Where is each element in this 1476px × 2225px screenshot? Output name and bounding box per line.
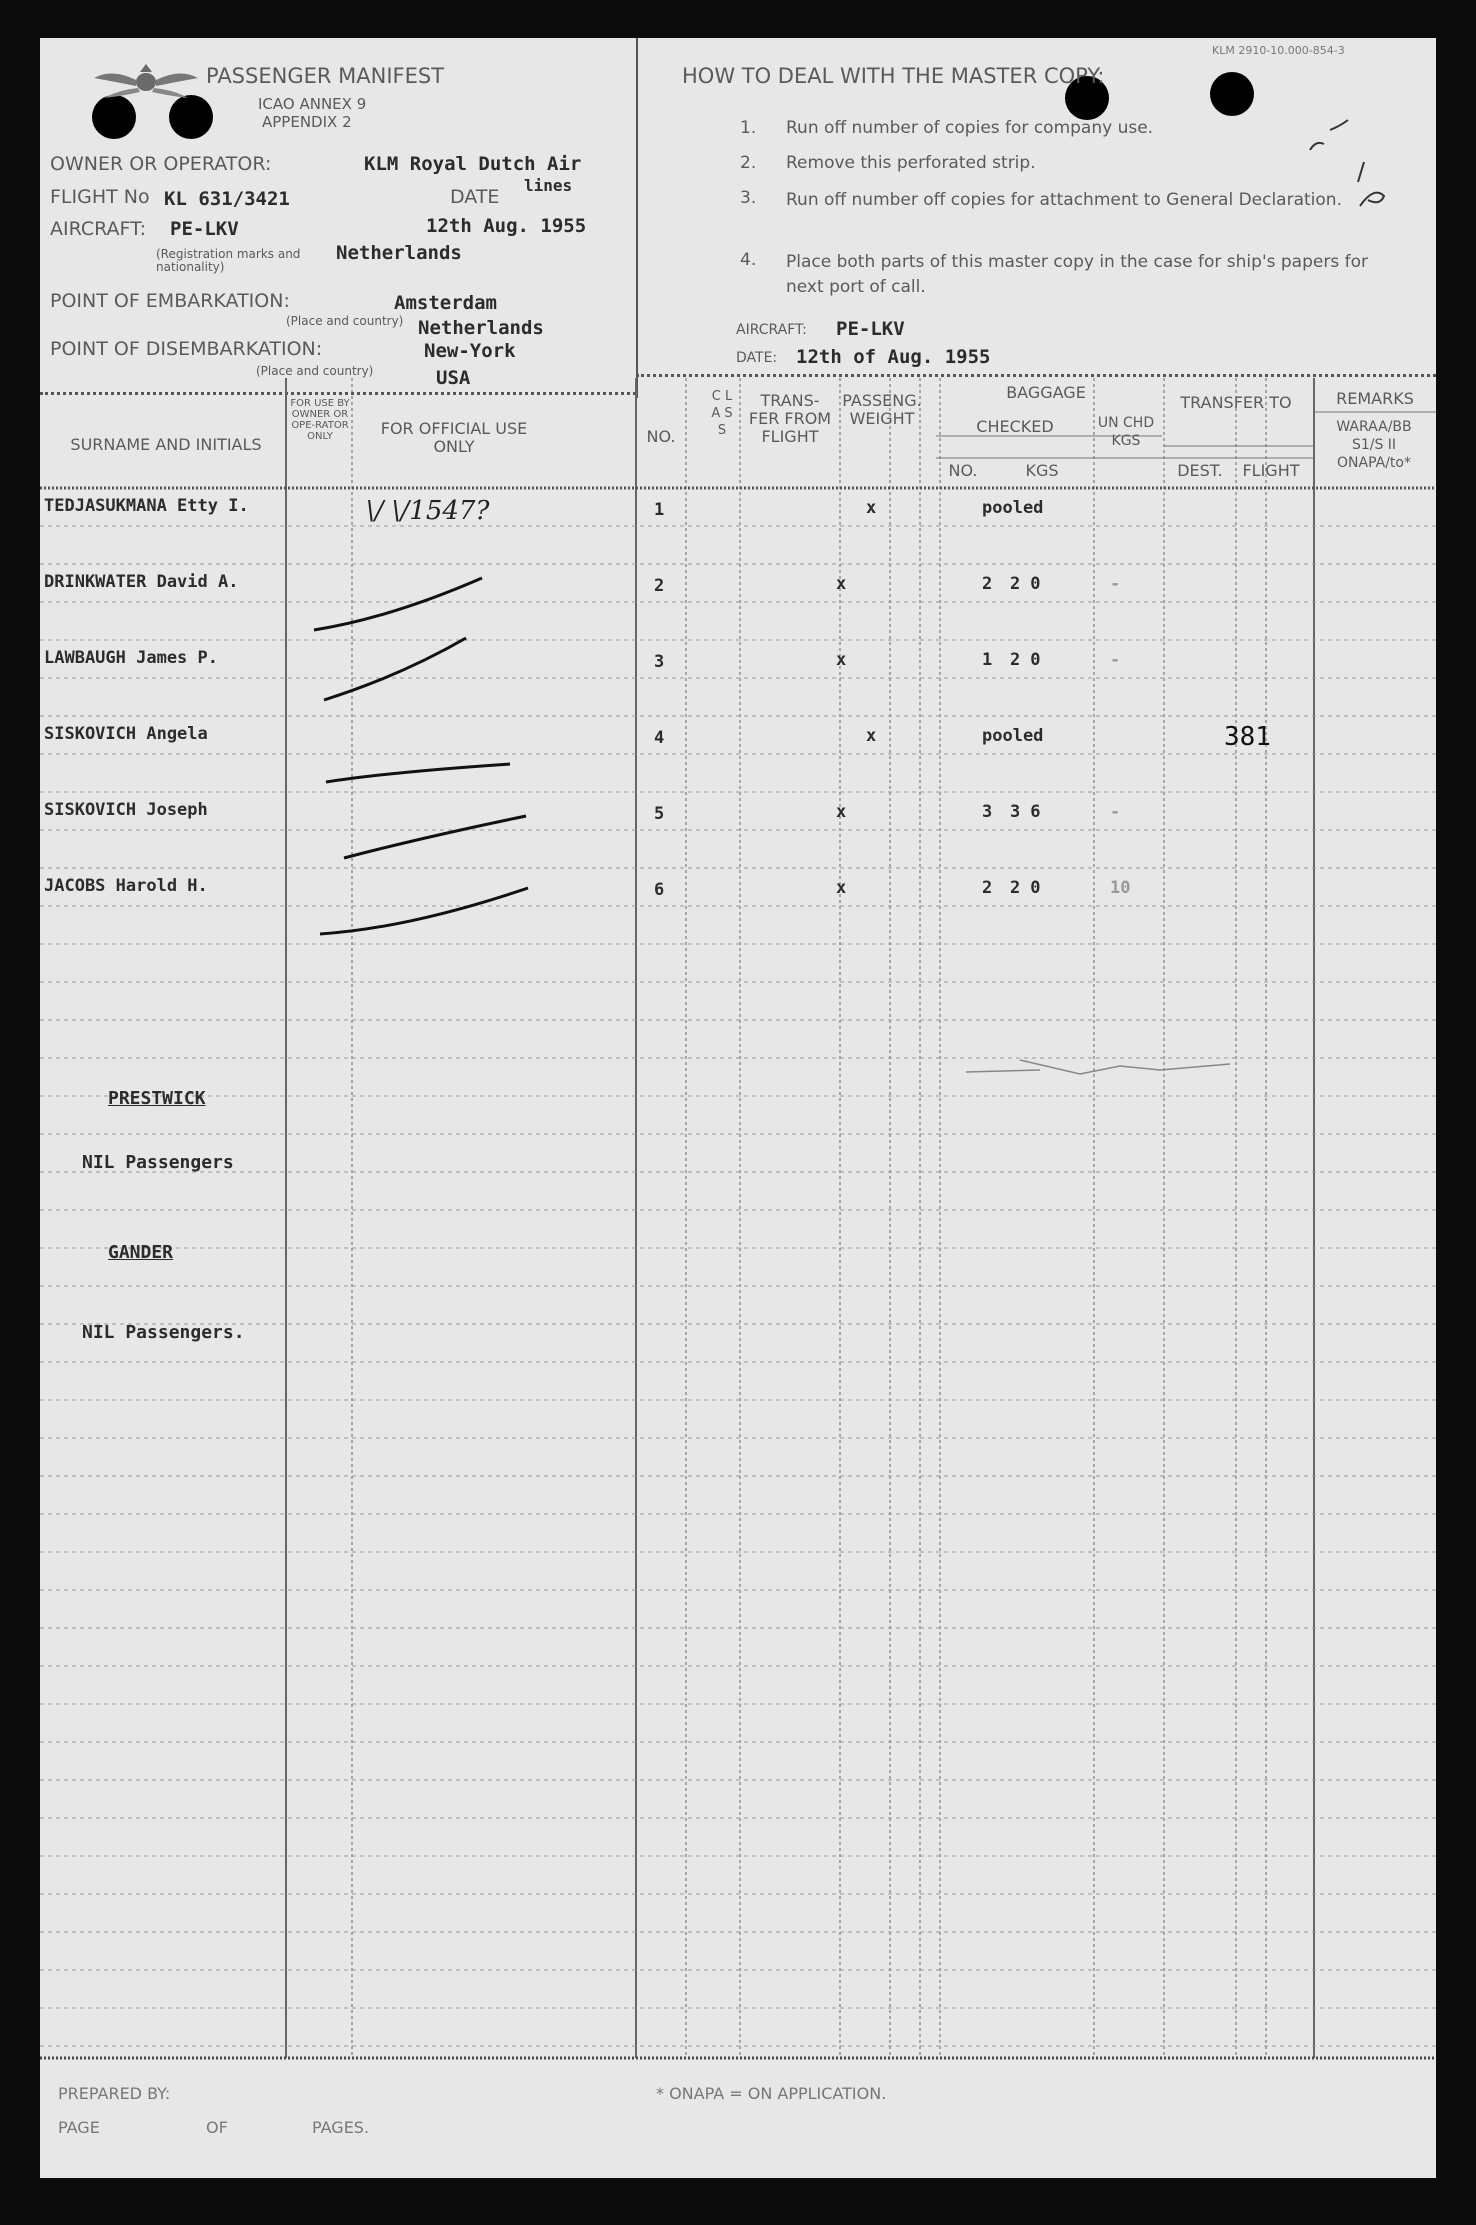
pencil-scribble [960, 1048, 1240, 1088]
owner-label: OWNER OR OPERATOR: [50, 153, 272, 175]
col-class-header: C L A S S [711, 389, 733, 438]
nationality-value: Netherlands [336, 242, 462, 264]
aircraft-value: PE-LKV [170, 218, 239, 240]
instructions-title: HOW TO DEAL WITH THE MASTER COPY: [682, 64, 1105, 88]
unchecked-kgs: - [1110, 650, 1121, 670]
bag-kgs: pooled [982, 726, 1044, 746]
manifest-title: PASSENGER MANIFEST [206, 64, 445, 88]
col-remarks-sub-header: WARAA/BB S1/S II ONAPA/to* [1336, 419, 1412, 471]
passenger-name: JACOBS Harold H. [44, 876, 208, 896]
handwritten-official-note: \/ \/1547? [366, 496, 490, 526]
prepared-by-label: PREPARED BY: [58, 2084, 171, 2103]
bag-no: 3 [982, 802, 993, 822]
instr-aircraft-label: AIRCRAFT: [736, 322, 807, 338]
weight-mark: x [836, 802, 847, 822]
bag-no: 2 [982, 574, 993, 594]
instr-aircraft-value: PE-LKV [836, 318, 905, 340]
embark-value: Amsterdam [394, 292, 497, 314]
flight-label: FLIGHT No [50, 186, 150, 208]
col-checked-header: CHECKED [976, 417, 1054, 436]
weight-mark: x [836, 574, 847, 594]
aircraft-label: AIRCRAFT: [50, 218, 147, 240]
instruction-num: 1. [740, 118, 757, 138]
bag-no: 2 [982, 878, 993, 898]
instruction-num: 2. [740, 153, 757, 173]
instruction-text: Run off number off copies for attachment to General Declaration. [786, 190, 1342, 210]
passenger-no: 4 [654, 728, 665, 748]
disembark-note: (Place and country) [256, 364, 374, 378]
bag-kgs: pooled [982, 498, 1044, 518]
col-owner-use-header: FOR USE BY OWNER OR OPE-RATOR ONLY [290, 398, 350, 442]
form-code: KLM 2910-10.000-854-3 [1212, 44, 1345, 57]
col-flight-header: FLIGHT [1242, 461, 1300, 480]
date-value: 12th Aug. 1955 [426, 215, 587, 237]
col-weight-header: PASSENG. WEIGHT [842, 391, 922, 428]
bag-kgs: 20 [1010, 650, 1051, 670]
passenger-name: DRINKWATER David A. [44, 572, 239, 592]
passenger-name: SISKOVICH Joseph [44, 800, 208, 820]
bag-kgs: 20 [1010, 878, 1051, 898]
passenger-no: 6 [654, 880, 665, 900]
col-surname-header: SURNAME AND INITIALS [70, 435, 262, 454]
stop-text-gander: NIL Passengers. [82, 1322, 245, 1343]
instruction-num: 4. [740, 250, 757, 270]
weight-mark: x [836, 878, 847, 898]
of-label: OF [206, 2118, 228, 2137]
weight-mark: x [836, 650, 847, 670]
date-label: DATE [450, 186, 500, 208]
col-bag-no-header: NO. [948, 461, 978, 480]
unchecked-kgs: 10 [1110, 878, 1131, 898]
stop-heading-prestwick: PRESTWICK [108, 1088, 206, 1109]
instr-date-label: DATE: [736, 350, 778, 366]
passenger-no: 2 [654, 576, 665, 596]
annex-label: ICAO ANNEX 9 [258, 95, 367, 113]
col-official-header: FOR OFFICIAL USE ONLY [380, 419, 528, 456]
bag-no: 1 [982, 650, 993, 670]
col-kgs-header: KGS [1025, 461, 1059, 480]
transfer-flight: 381 [1224, 722, 1271, 752]
col-transfer-to-header: TRANSFER TO [1180, 393, 1292, 412]
stop-text-prestwick: NIL Passengers [82, 1152, 234, 1173]
weight-mark: x [866, 726, 877, 746]
col-remarks-header: REMARKS [1336, 389, 1414, 408]
instruction-text: Run off number of copies for company use. [786, 118, 1154, 138]
table-grid [40, 38, 1436, 2178]
disembark-value: New-York [424, 340, 516, 362]
weight-mark: x [866, 498, 877, 518]
manifest-sheet [40, 38, 1436, 2178]
unchecked-kgs: - [1110, 574, 1121, 594]
passenger-name: LAWBAUGH James P. [44, 648, 218, 668]
onapa-note: * ONAPA = ON APPLICATION. [656, 2084, 887, 2103]
official-signature-strokes [310, 558, 550, 958]
embark-note: (Place and country) [286, 314, 404, 328]
col-unchd-header: UN CHD KGS [1097, 415, 1155, 449]
flight-value: KL 631/3421 [164, 188, 290, 210]
instruction-text: Remove this perforated strip. [786, 153, 1036, 173]
disembark-country: USA [436, 367, 471, 389]
page-label: PAGE [58, 2118, 100, 2137]
bag-kgs: 20 [1010, 574, 1051, 594]
embark-label: POINT OF EMBARKATION: [50, 290, 290, 312]
appendix-label: APPENDIX 2 [262, 113, 352, 131]
registration-note: (Registration marks and nationality) [156, 247, 301, 274]
passenger-no: 5 [654, 804, 665, 824]
passenger-no: 1 [654, 500, 665, 520]
instruction-text: Place both parts of this master copy in the case for ship's papers for next port of call. [786, 252, 1368, 297]
owner-value: KLM Royal Dutch Air [364, 153, 582, 175]
instruction-num: 3. [740, 188, 757, 208]
col-transfer-from-header: TRANS-FER FROM FLIGHT [748, 391, 832, 446]
unchecked-kgs: - [1110, 802, 1121, 822]
col-no-header: NO. [646, 427, 676, 446]
embark-country: Netherlands [418, 317, 544, 339]
owner-value-cont: lines [524, 176, 573, 195]
passenger-no: 3 [654, 652, 665, 672]
disembark-label: POINT OF DISEMBARKATION: [50, 338, 323, 360]
bag-kgs: 36 [1010, 802, 1051, 822]
passenger-name: SISKOVICH Angela [44, 724, 208, 744]
instr-date-value: 12th of Aug. 1955 [796, 346, 991, 368]
stop-heading-gander: GANDER [108, 1242, 174, 1263]
col-baggage-header: BAGGAGE [1006, 383, 1086, 402]
col-dest-header: DEST. [1177, 461, 1223, 480]
pages-label: PAGES. [312, 2118, 370, 2137]
passenger-name: TEDJASUKMANA Etty I. [44, 496, 249, 516]
